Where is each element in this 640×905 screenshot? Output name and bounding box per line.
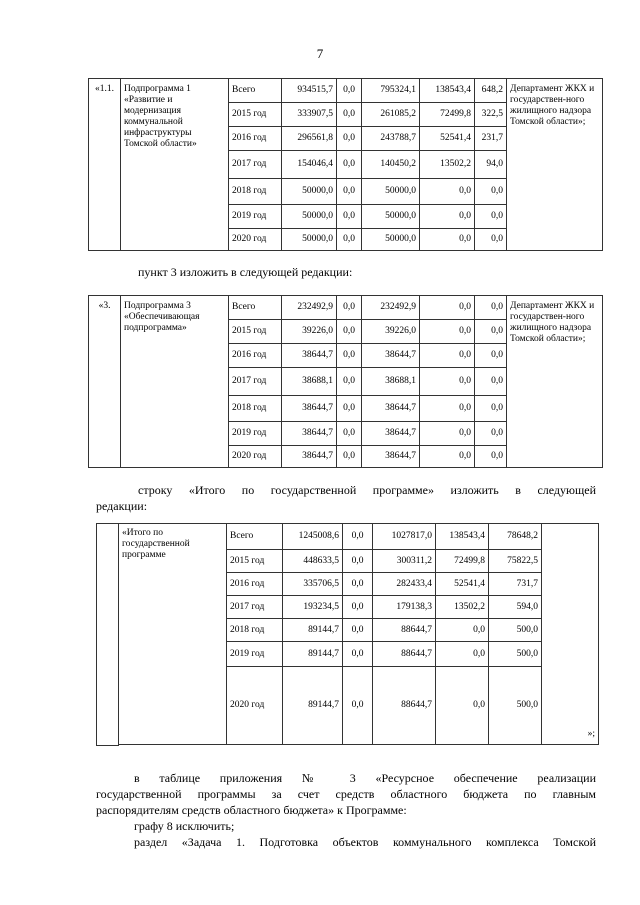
value-cell: 0,0 [343, 573, 373, 596]
value-cell: 72499,8 [436, 550, 489, 573]
value-cell: 50000,0 [362, 179, 420, 205]
value-cell: 38688,1 [282, 368, 337, 396]
value-cell: 232492,9 [362, 296, 420, 320]
value-cell: 0,0 [343, 642, 373, 667]
period-cell: Всего [229, 296, 282, 320]
value-cell: 38644,7 [282, 446, 337, 468]
value-cell: 0,0 [343, 524, 373, 550]
value-cell: 500,0 [489, 667, 542, 745]
value-cell: 0,0 [436, 619, 489, 642]
value-cell: 0,0 [475, 179, 507, 205]
period-cell: 2020 год [229, 229, 282, 251]
value-cell: 0,0 [337, 229, 362, 251]
value-cell: 88644,7 [373, 667, 436, 745]
value-cell: 500,0 [489, 642, 542, 667]
value-cell: 50000,0 [362, 205, 420, 229]
text-appendix-line2: государственной программы за счет средств областного бюджета по главным [96, 787, 596, 801]
value-cell: 0,0 [475, 396, 507, 422]
value-cell: 594,0 [489, 596, 542, 619]
value-cell: 0,0 [337, 422, 362, 446]
period-cell: Всего [229, 79, 282, 103]
value-cell: 138543,4 [420, 79, 475, 103]
value-cell: 50000,0 [362, 229, 420, 251]
value-cell: 0,0 [436, 642, 489, 667]
text-appendix-line3: распорядителям средств областного бюджета» к Программе: [96, 803, 407, 817]
value-cell: 0,0 [343, 596, 373, 619]
end-mark: »; [542, 524, 599, 745]
value-cell: 0,0 [337, 296, 362, 320]
period-cell: 2016 год [229, 127, 282, 151]
value-cell: 50000,0 [282, 179, 337, 205]
value-cell: 75822,5 [489, 550, 542, 573]
period-cell: 2018 год [227, 619, 283, 642]
value-cell: 731,7 [489, 573, 542, 596]
value-cell: 0,0 [420, 396, 475, 422]
value-cell: 0,0 [337, 179, 362, 205]
value-cell: 52541,4 [436, 573, 489, 596]
period-cell: 2020 год [227, 667, 283, 745]
value-cell: 13502,2 [420, 151, 475, 179]
period-cell: Всего [227, 524, 283, 550]
value-cell: 333907,5 [282, 103, 337, 127]
value-cell: 38644,7 [362, 422, 420, 446]
value-cell: 0,0 [337, 368, 362, 396]
value-cell: 38644,7 [362, 344, 420, 368]
value-cell: 0,0 [420, 179, 475, 205]
period-cell: 2017 год [229, 368, 282, 396]
value-cell: 0,0 [420, 320, 475, 344]
value-cell: 232492,9 [282, 296, 337, 320]
value-cell: 500,0 [489, 619, 542, 642]
value-cell: 193234,5 [283, 596, 343, 619]
value-cell: 0,0 [475, 446, 507, 468]
period-cell: 2016 год [229, 344, 282, 368]
value-cell: 0,0 [337, 446, 362, 468]
value-cell: 0,0 [343, 619, 373, 642]
value-cell: 296561,8 [282, 127, 337, 151]
total-table [118, 523, 599, 745]
value-cell: 0,0 [420, 446, 475, 468]
value-cell: 0,0 [475, 205, 507, 229]
value-cell: 52541,4 [420, 127, 475, 151]
value-cell: 88644,7 [373, 619, 436, 642]
value-cell: 0,0 [337, 396, 362, 422]
value-cell: 0,0 [337, 344, 362, 368]
value-cell: 154046,4 [282, 151, 337, 179]
value-cell: 648,2 [475, 79, 507, 103]
value-cell: 0,0 [420, 344, 475, 368]
period-cell: 2015 год [229, 103, 282, 127]
total-table-left-cell [96, 523, 119, 746]
text-total-row: строку «Итого по государственной программе» изложить в следующей [138, 483, 596, 497]
table-row [89, 79, 603, 103]
value-cell: 335706,5 [283, 573, 343, 596]
value-cell: 0,0 [436, 667, 489, 745]
value-cell: 88644,7 [373, 642, 436, 667]
value-cell: 89144,7 [283, 667, 343, 745]
value-cell: 0,0 [337, 151, 362, 179]
value-cell: 795324,1 [362, 79, 420, 103]
value-cell: 94,0 [475, 151, 507, 179]
period-cell: 2019 год [227, 642, 283, 667]
subprogram-1-table [88, 78, 603, 251]
value-cell: 0,0 [420, 368, 475, 396]
value-cell: 39226,0 [282, 320, 337, 344]
value-cell: 1245008,6 [283, 524, 343, 550]
value-cell: 89144,7 [283, 619, 343, 642]
value-cell: 0,0 [475, 229, 507, 251]
value-cell: 243788,7 [362, 127, 420, 151]
value-cell: 0,0 [337, 205, 362, 229]
value-cell: 38644,7 [362, 446, 420, 468]
value-cell: 322,5 [475, 103, 507, 127]
period-cell: 2019 год [229, 205, 282, 229]
department: Департамент ЖКХ и государствен-ного жилищного надзора Томской области»; [507, 296, 603, 468]
department: Департамент ЖКХ и государствен-ного жилищного надзора Томской области»; [507, 79, 603, 251]
text-item-3: пункт 3 изложить в следующей редакции: [138, 265, 353, 279]
total-name: «Итого по государственной программе [119, 524, 227, 745]
value-cell: 72499,8 [420, 103, 475, 127]
value-cell: 0,0 [420, 422, 475, 446]
value-cell: 140450,2 [362, 151, 420, 179]
value-cell: 0,0 [475, 368, 507, 396]
period-cell: 2018 год [229, 396, 282, 422]
page-number: 7 [316, 46, 324, 61]
value-cell: 0,0 [420, 296, 475, 320]
period-cell: 2019 год [229, 422, 282, 446]
text-task-1: раздел «Задача 1. Подготовка объектов коммунального комплекса Томской [134, 835, 596, 849]
period-cell: 2018 год [229, 179, 282, 205]
value-cell: 38644,7 [282, 422, 337, 446]
value-cell: 0,0 [337, 320, 362, 344]
value-cell: 38644,7 [362, 396, 420, 422]
value-cell: 39226,0 [362, 320, 420, 344]
value-cell: 282433,4 [373, 573, 436, 596]
value-cell: 0,0 [337, 103, 362, 127]
value-cell: 0,0 [420, 229, 475, 251]
value-cell: 448633,5 [283, 550, 343, 573]
value-cell: 38688,1 [362, 368, 420, 396]
period-cell: 2015 год [227, 550, 283, 573]
program-name: Подпрограмма 1 «Развитие и модернизация коммунальной инфраструктуры Томской области» [121, 79, 229, 251]
program-name: Подпрограмма 3 «Обеспечивающая подпрограмма» [121, 296, 229, 468]
value-cell: 0,0 [420, 205, 475, 229]
row-number: «1.1. [89, 79, 121, 251]
value-cell: 38644,7 [282, 344, 337, 368]
text-total-row-cont: редакции: [96, 499, 148, 513]
value-cell: 231,7 [475, 127, 507, 151]
text-appendix-line1: в таблице приложения № 3 «Ресурсное обеспечение реализации [134, 771, 596, 785]
value-cell: 50000,0 [282, 205, 337, 229]
value-cell: 13502,2 [436, 596, 489, 619]
value-cell: 138543,4 [436, 524, 489, 550]
value-cell: 78648,2 [489, 524, 542, 550]
period-cell: 2017 год [229, 151, 282, 179]
value-cell: 0,0 [337, 127, 362, 151]
subprogram-3-table [88, 295, 603, 468]
value-cell: 261085,2 [362, 103, 420, 127]
value-cell: 38644,7 [282, 396, 337, 422]
table-row [89, 296, 603, 320]
text-column-8: графу 8 исключить; [134, 819, 235, 833]
table-row [119, 524, 599, 550]
value-cell: 179138,3 [373, 596, 436, 619]
value-cell: 934515,7 [282, 79, 337, 103]
value-cell: 0,0 [475, 422, 507, 446]
period-cell: 2020 год [229, 446, 282, 468]
period-cell: 2016 год [227, 573, 283, 596]
value-cell: 300311,2 [373, 550, 436, 573]
value-cell: 0,0 [343, 667, 373, 745]
value-cell: 50000,0 [282, 229, 337, 251]
value-cell: 0,0 [475, 344, 507, 368]
value-cell: 0,0 [475, 320, 507, 344]
value-cell: 89144,7 [283, 642, 343, 667]
period-cell: 2017 год [227, 596, 283, 619]
value-cell: 1027817,0 [373, 524, 436, 550]
period-cell: 2015 год [229, 320, 282, 344]
row-number: «3. [89, 296, 121, 468]
value-cell: 0,0 [343, 550, 373, 573]
value-cell: 0,0 [475, 296, 507, 320]
value-cell: 0,0 [337, 79, 362, 103]
